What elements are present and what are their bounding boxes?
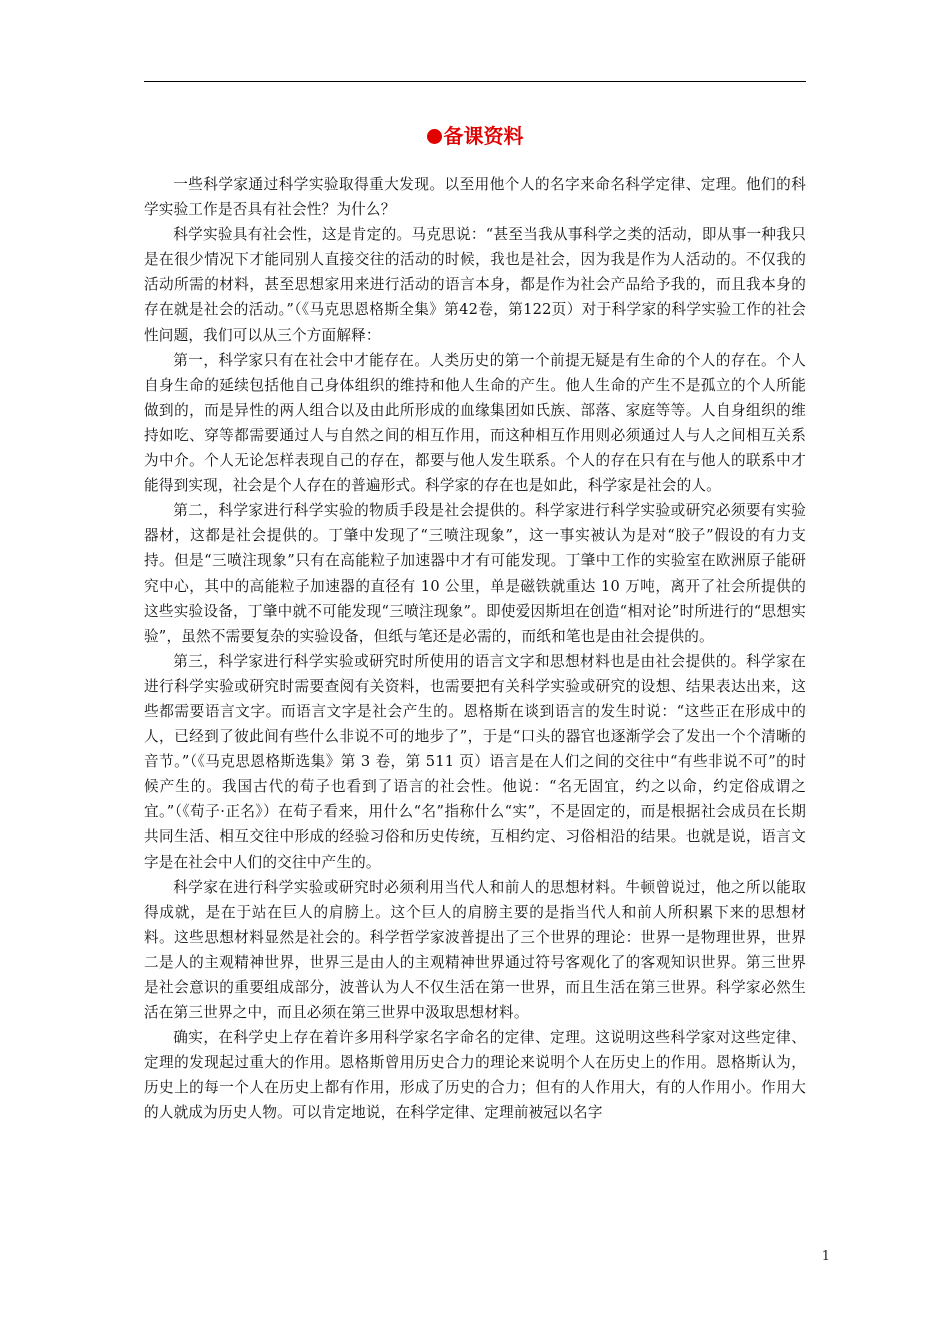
bullet-dot-icon [427,129,442,144]
paragraph-4: 第二，科学家进行科学实验的物质手段是社会提供的。科学家进行科学实验或研究必须要有实验器材，这都是社会提供的。丁肇中发现了“三喷注现象”，这一事实被认为是对“胶子”假设的有力支持。但是“三喷注现象”只有在高能粒子加速器中才有可能发现。丁肇中工作的实验室在欧洲原子能研究中心，其中的高能粒子加速器的直径有 10 公里，单是磁铁就重达 10 万吨，离开了社会所提供的这些实验设备，丁肇中就不可能发现“三喷注现象”。即使爱因斯坦在创造“相对论”时所进行的“思想实验”，虽然不需要复杂的实验设备，但纸与笔还是必需的，而纸和笔也是由社会提供的。 [144,502,806,645]
paragraph-3: 第一，科学家只有在社会中才能存在。人类历史的第一个前提无疑是有生命的个人的存在。个人自身生命的延续包括他自己身体组织的维持和他人生命的产生。他人生命的产生不是孤立的个人所能做到的，而是异性的两人组合以及由此所形成的血缘集团如氏族、部落、家庭等等。人自身组织的维持如吃、穿等都需要通过人与自然之间的相互作用，而这种相互作用则必须通过人与人之间相互关系为中介。个人无论怎样表现自己的存在，都要与他人发生联系。个人的存在只有在与他人的联系中才能得到实现，社会是个人存在的普遍形式。科学家的存在也是如此，科学家是社会的人。 [144,351,806,495]
paragraph-5: 第三，科学家进行科学实验或研究时所使用的语言文字和思想材料也是由社会提供的。科学家在进行科学实验或研究时需要查阅有关资料，也需要把有关科学实验或研究的设想、结果表达出来，这些都需要语言文字。而语言文字是社会产生的。恩格斯在谈到语言的发生时说：“这些正在形成中的人，已经到了彼此间有些什么非说不可的地步了”，于是“口头的器官也逐渐学会了发出一个个清晰的音节。”（《马克思恩格斯选集》第 3 卷，第 511 页）语言是在人们之间的交往中“有些非说不可”的时候产生的。我国古代的荀子也看到了语言的社会性。他说：“名无固宜，约之以命，约定俗成谓之宜。”（《荀子·正名》）在荀子看来，用什么“名”指称什么“实”，不是固定的，而是根据社会成员在长期共同生活、相互交往中形成的经验习俗和历史传统，互相约定、习俗相沿的结果。也就是说，语言文字是在社会中人们的交往中产生的。 [144,652,806,871]
header-rule [144,81,806,82]
paragraph-6: 科学家在进行科学实验或研究时必须利用当代人和前人的思想材料。牛顿曾说过，他之所以能取得成就，是在于站在巨人的肩膀上。这个巨人的肩膀主要的是指当代人和前人所积累下来的思想材料。这些思想材料显然是社会的。科学哲学家波普提出了三个世界的理论：世界一是物理世界，世界二是人的主观精神世界，世界三是由人的主观精神世界通过符号客观化了的客观知识世界。第三世界是社会意识的重要组成部分，波普认为人不仅生活在第一世界，而且生活在第三世界。科学家必然生活在第三世界之中，而且必须在第三世界中汲取思想材料。 [144,878,806,1022]
paragraph-7: 确实，在科学史上存在着许多用科学家名字命名的定律、定理。这说明这些科学家对这些定律、定理的发现起过重大的作用。恩格斯曾用历史合力的理论来说明个人在历史上的作用。恩格斯认为，历史上的每一个人在历史上都有作用，形成了历史的合力；但有的人作用大，有的人作用小。作用大的人就成为历史人物。可以肯定地说，在科学定律、定理前被冠以名字 [144,1029,806,1122]
page-title [144,122,806,150]
document-body [144,172,806,1126]
paragraph-2: 科学实验具有社会性，这是肯定的。马克思说：“甚至当我从事科学之类的活动，即从事一种我只是在很少情况下才能同别人直接交往的活动的时候，我也是社会，因为我是作为人活动的。不仅我的活动所需的材料，甚至思想家用来进行活动的语言本身，都是作为社会产品给予我的，而且我本身的存在就是社会的活动。”（《马克思恩格斯全集》第42卷，第122页）对于科学家的科学实验工作的社会性问题，我们可以从三个方面解释： [144,226,806,344]
paragraph-1: 一些科学家通过科学实验取得重大发现。以至用他个人的名字来命名科学定律、定理。他们的科学实验工作是否具有社会性？为什么？ [144,176,806,219]
page-number: 1 [821,1249,830,1264]
page-title-text: 备课资料 [443,124,524,148]
